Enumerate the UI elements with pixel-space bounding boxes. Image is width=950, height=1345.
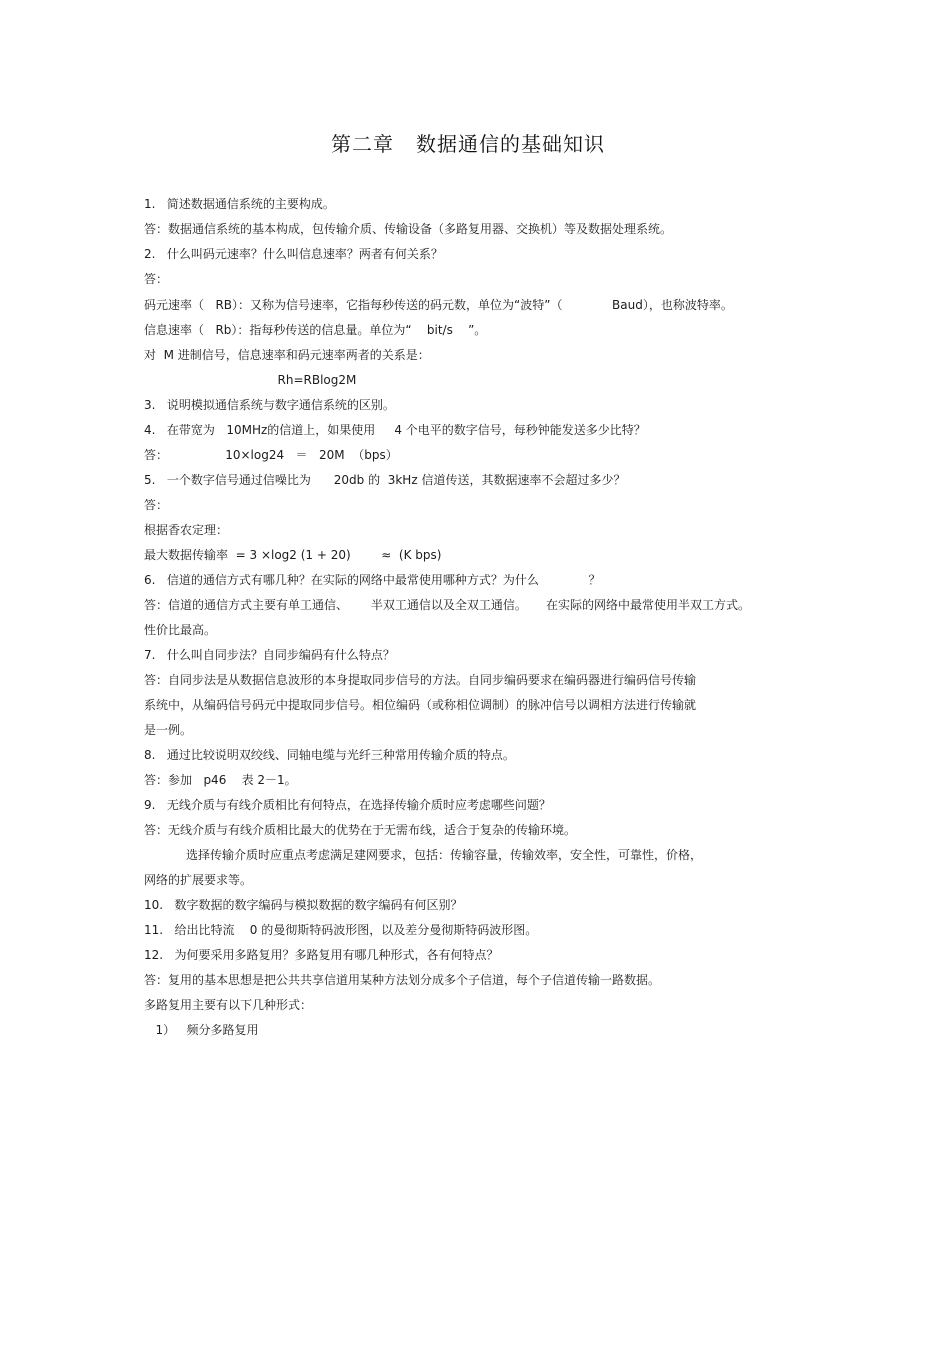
document-line: 对 M 进制信号，信息速率和码元速率两者的关系是： bbox=[144, 348, 430, 362]
document-line: 答： bbox=[144, 498, 169, 512]
document-line: 多路复用主要有以下几种形式： bbox=[144, 998, 313, 1012]
document-line: 答：无线介质与有线介质相比最大的优势在于无需布线，适合于复杂的传输环境。 bbox=[144, 823, 577, 837]
document-line: 5. 一个数字信号通过信噪比为 20db 的 3kHz 信道传送，其数据速率不会超过多少？ bbox=[144, 473, 626, 487]
document-line: 答：复用的基本思想是把公共共享信道用某种方法划分成多个子信道，每个子信道传输一路数据。 bbox=[144, 973, 661, 987]
document-line: 11. 给出比特流 0 的曼彻斯特码波形图，以及差分曼彻斯特码波形图。 bbox=[144, 923, 538, 937]
document-line: 1. 简述数据通信系统的主要构成。 bbox=[144, 197, 335, 211]
page-title: 第二章 数据通信的基础知识 bbox=[330, 132, 606, 156]
document-line: 网络的扩展要求等。 bbox=[144, 873, 253, 887]
document-line: 4. 在带宽为 10MHz的信道上，如果使用 4 个电平的数字信号，每秒钟能发送多少比特？ bbox=[144, 423, 646, 437]
document-line: 性价比最高。 bbox=[144, 623, 217, 637]
document-line: 最大数据传输率 = 3 ×log2 (1 + 20) ≈ (K bps) bbox=[144, 548, 442, 562]
document-line: Rh=RBlog2M bbox=[144, 373, 357, 387]
document-line: 信息速率（ Rb）：指每秒传送的信息量。单位为“ bit/s ”。 bbox=[144, 323, 487, 337]
document-line: 答：数据通信系统的基本构成，包传输介质、传输设备（多路复用器、交换机）等及数据处理系统。 bbox=[144, 222, 673, 236]
document-line: 答： bbox=[144, 272, 169, 286]
document-line: 9. 无线介质与有线介质相比有何特点，在选择传输介质时应考虑哪些问题？ bbox=[144, 798, 551, 812]
document-line: 根据香农定理： bbox=[144, 523, 229, 537]
document-line: 答：自同步法是从数据信息波形的本身提取同步信号的方法。自同步编码要求在编码器进行编码信号传输 bbox=[144, 673, 697, 687]
document-line: 系统中，从编码信号码元中提取同步信号。相位编码（或称相位调制）的脉冲信号以调相方法进行传输就 bbox=[144, 698, 697, 712]
document-line: 3. 说明模拟通信系统与数字通信系统的区别。 bbox=[144, 398, 395, 412]
document-line: 码元速率（ RB）：又称为信号速率，它指每秒传送的码元数，单位为“波特”（ Baud），也称波特率。 bbox=[144, 298, 733, 312]
document-line: 6. 信道的通信方式有哪几种？在实际的网络中最常使用哪种方式？为什么 ？ bbox=[144, 573, 601, 587]
document-line: 是一例。 bbox=[144, 723, 193, 737]
document-line: 2. 什么叫码元速率？什么叫信息速率？两者有何关系？ bbox=[144, 247, 443, 261]
document-line: 12. 为何要采用多路复用？多路复用有哪几种形式，各有何特点？ bbox=[144, 948, 499, 962]
document-line: 答： 10×log24 ＝ 20M （bps） bbox=[144, 448, 398, 462]
document-line: 8. 通过比较说明双绞线、同轴电缆与光纤三种常用传输介质的特点。 bbox=[144, 748, 515, 762]
document-line: 7. 什么叫自同步法？自同步编码有什么特点？ bbox=[144, 648, 395, 662]
document-line: 选择传输介质时应重点考虑满足建网要求，包括：传输容量，传输效率，安全性，可靠性，价格， bbox=[144, 848, 702, 862]
document-line: 10. 数字数据的数字编码与模拟数据的数字编码有何区别？ bbox=[144, 898, 463, 912]
document-line: 1） 频分多路复用 bbox=[144, 1023, 259, 1037]
document-line: 答：信道的通信方式主要有单工通信、 半双工通信以及全双工通信。 在实际的网络中最常使用半双工方式。 bbox=[144, 598, 750, 612]
document-line: 答：参加 p46 表 2－1。 bbox=[144, 773, 297, 787]
